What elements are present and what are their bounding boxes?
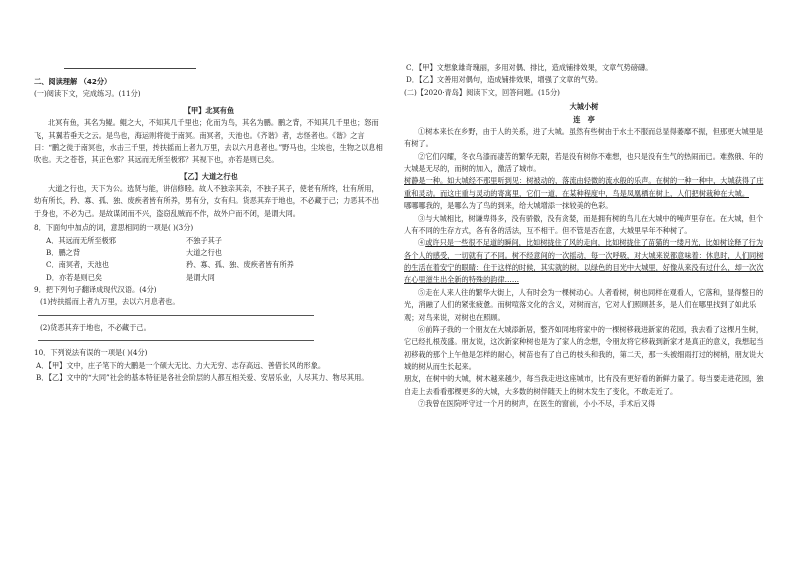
question-8: 8．下面句中加点的词，意思相同的一项是( )(3分) xyxy=(34,223,194,233)
q8-option-d-left: D．亦若是则已矣 xyxy=(46,272,103,282)
q8-option-a-right: 不独子其子 xyxy=(186,235,222,245)
essay-paragraph-1: ①树本来长在乡野，由于人的关系，进了大城。虽然有些树由于水土不服而总显得萎靡不振，但那更大城里是有树了。 xyxy=(404,126,764,149)
q8-option-c-left: C．南冥者，天池也 xyxy=(46,260,110,270)
q8-option-d-right: 是谓大同 xyxy=(186,272,215,282)
q8-option-b-right: 大道之行也 xyxy=(186,247,222,257)
essay-paragraph-5: ⑤走在人来人往的繁华大街上，人有时会为一棵树动心。人者看树，树也同样在观看人，它落和，显得整日的光，消融了人们的紧张疲惫。而树喧落文化的含义，对树而言，它对人们照顾甚多，是人们在哪里找到了如此乐观；对鸟来说，对树也在照顾。 xyxy=(404,287,764,322)
essay-paragraph-2b: 树静是一种。如大城经不那里听到见：树被动的，落流由轻微的流水般的乐声。在树的一种一种中，大城获得了庄重和灵动。而这庄重与灵动的寄寓里，它们一道，在某种程度中，鸟是凤凰栖在树上，人们把树栽种在大城。 xyxy=(404,176,764,198)
textB-title: 【乙】大道之行也 xyxy=(180,171,238,181)
right-column xyxy=(404,62,764,411)
q9-answer-line-1[interactable] xyxy=(38,315,314,316)
textA-paragraph: 北冥有鱼，其名为鲲。鲲之大，不知其几千里也；化而为鸟，其名为鹏。鹏之背，不知其几千里也；怒而飞，其翼若垂天之云。是鸟也，海运则将徙于南冥。南冥者，天池也。《齐谐》者，志怪者也。《谐》之言曰：“鹏之徙于南冥也，水击三千里，抟扶摇而上者九万里，去以六月息者也。”野马也，尘埃也，生物之以息相吹也。天之苍苍，其正色邪？其远而无所至极邪？其视下也，亦若是则已矣。 xyxy=(34,118,383,165)
question-9: 9．把下列句子翻译成现代汉语。(4分) xyxy=(34,285,157,294)
textA-title: 【甲】北冥有鱼 xyxy=(183,105,235,115)
essay-paragraph-7: ⑦我曾在医院呼守过一个月的树声，在医生的窗前，小小不尽，手术后又得 xyxy=(418,399,656,409)
left-column xyxy=(34,76,384,384)
essay-paragraph-2c: 哪哪哪我的，是哪么为了鸟的到来，给大城增添一抹较美的色彩。 xyxy=(404,201,613,211)
essay-paragraph-2: ②它们闪耀，冬衣乌漆而凄苦的繁华无限，若是没有树你不难想，也只是没有生气的热闹而已。难熬俄、年的大城是无尽的，而树的加入，激活了城市。 xyxy=(404,151,764,173)
essay-paragraph-6: ⑥前阵子我的一个朋友在大城添新居，整齐如同地将家中的一棵树移栽进新家的花园，我去看了这棵月生树，它已经扎根茂盛。朋友说，这次新家种树也是为了家人的念想，令朋友将它移栽到新家才是真正的意义，我想起当初移栽的那个上午他是怎样的耐心，树苗也有了自己的枝头和我的，第二天，那一头被细雨打过的树梢，朋友说大城的树从而生长起来。 xyxy=(404,324,764,371)
header-rule xyxy=(64,68,196,69)
q10-option-a: A．【甲】文中，庄子笔下的大鹏是一个硕大无比、力大无穷、志存高远、善借长风的形象。 xyxy=(36,360,326,370)
essay-paragraph-6b: 朋友，在树中的大城，树木越来越少，每当我走进这座城市，比有没有更好看的新鲜力量了。每当要走进花园，独自走上去看看那棵更多的大城，大多数的树伴随天上的树木发生了变化，不敢走近了。 xyxy=(404,374,764,396)
q10-option-b: B．【乙】文中的“大同”社会的基本特征是各社会阶层的人都互相关爱、安居乐业，人尽其力、物尽其用。 xyxy=(36,372,369,382)
q10-option-c: C．【甲】文想象雄奇瑰丽，多用对偶、排比，造成铺排效果，文章气势磅礴。 xyxy=(406,63,653,72)
q8-options xyxy=(34,235,384,285)
q8-option-a-left: A．其远而无所至极邪 xyxy=(46,235,116,245)
part1-header: (一)阅读下文，完成练习。(11分) xyxy=(34,89,141,99)
part2-header: (二)【2020·青岛】阅读下文，回答问题。(15分) xyxy=(404,87,560,97)
q9-answer-line-2[interactable] xyxy=(38,340,314,341)
essay-paragraph-3: ③与大城相比，树谦卑得多，没有骄傲，没有贪婪，而是拥有树的鸟儿在大城中的噪声里存在。在大城，但个人有不同的生存方式，各有各的活法，互不相干。但不管是否在意，大城里早年不种树了。 xyxy=(404,213,764,235)
essay-paragraph-4: ④或许只是一些很不足道的瞬间，比如树拢住了风的走向，比如树拢住了苗猫的一缕月光，比如树诠释了行为各个人的感受，一切就有了不同。树不经意间的一次摇动，每一次呼吸，对大城来说都意味着：休息时，人们同树的生活在着安宁的眼睛：住于这样的时候，其实就的树。以绿色的目光中大城里，好像从来没有过什么，却一次次在心里滋生出全新的特殊的韵律…… xyxy=(404,238,764,285)
q9-item-2: (2)货恶其弃于地也，不必藏于己。 xyxy=(40,322,151,332)
essay-title: 大城小树 xyxy=(569,102,599,112)
question-10: 10．下列说法有误的一项是( )(4分) xyxy=(34,348,148,358)
q8-option-c-right: 矜、寡、孤、独、废疾者皆有所养 xyxy=(186,260,294,270)
textB-paragraph: 大道之行也，天下为公。选贤与能，讲信修睦。故人不独亲其亲，不独子其子，使老有所终，壮有所用，幼有所长，矜、寡、孤、独、废疾者皆有所养，男有分，女有归。货恶其弃于地也，不必藏于己；力恶其不出于身也，不必为己。是故谋闭而不兴，盗窃乱贼而不作，故外户而不闭，是谓大同。 xyxy=(34,184,380,218)
essay-author: 连 亭 xyxy=(573,114,595,124)
section-title: 二、阅读理解 （42分） xyxy=(34,77,112,86)
q9-item-1: (1)抟扶摇而上者九万里，去以六月息者也。 xyxy=(40,297,180,307)
q10-option-d: D．【乙】文善用对偶句，造成铺排效果，增强了文章的气势。 xyxy=(406,75,603,85)
q8-option-b-left: B．鹏之背 xyxy=(46,247,81,257)
